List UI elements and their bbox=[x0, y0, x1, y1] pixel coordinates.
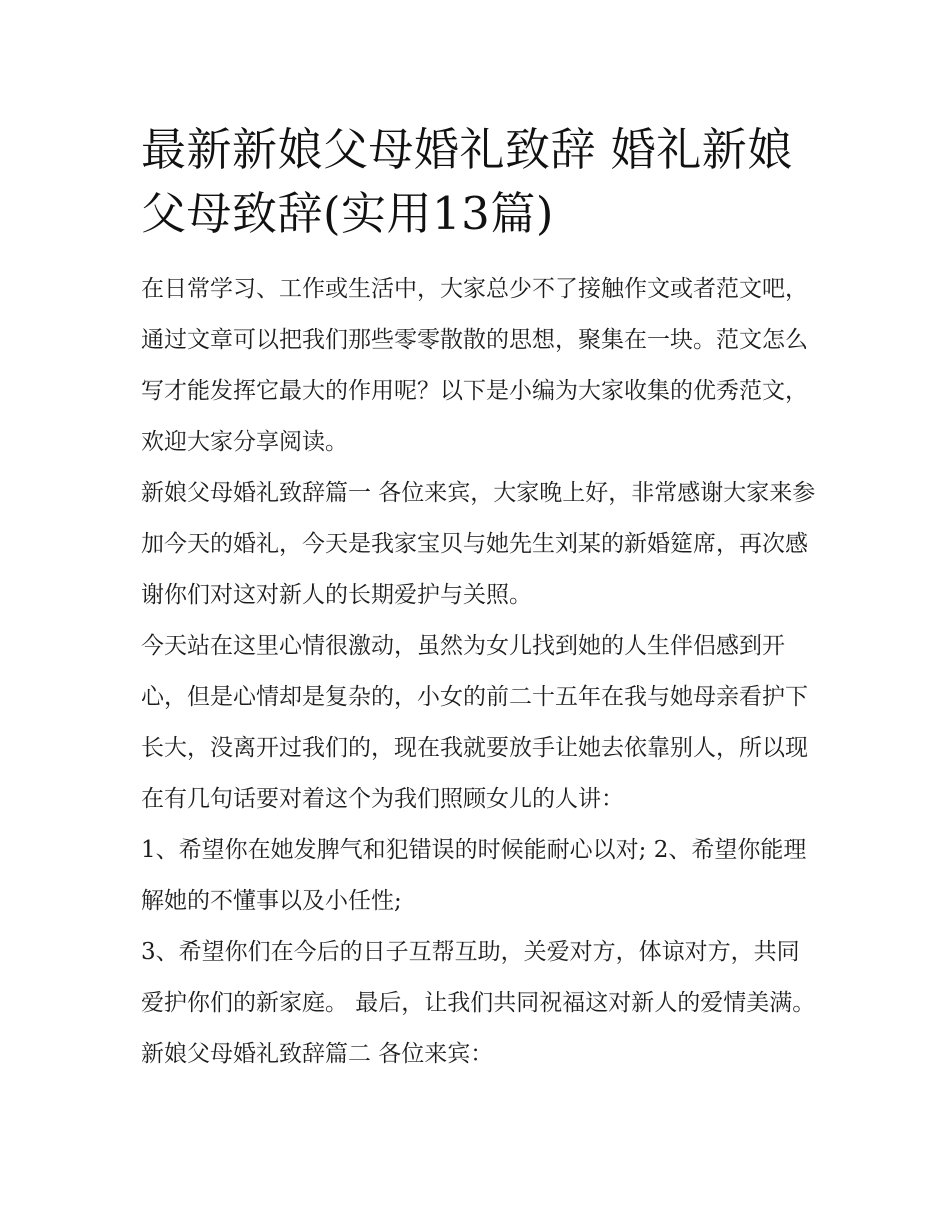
paragraph-speech-one-opening: 新娘父母婚礼致辞篇一 各位来宾，大家晚上好，非常感谢大家来参加今天的婚礼，今天是我家宝贝与她先生刘某的新婚筵席，再次感谢你们对这对新人的长期爱护与关照。 bbox=[141, 480, 816, 608]
paragraph-wishes-three-closing: 3、希望你们在今后的日子互帮互助，关爱对方，体谅对方，共同爱护你们的新家庭。 最后，让我们共同祝福这对新人的爱情美满。 新娘父母婚礼致辞篇二 各位来宾： bbox=[141, 939, 816, 1067]
paragraph-intro: 在日常学习、工作或生活中，大家总少不了接触作文或者范文吧，通过文章可以把我们那些零零散散的思想，聚集在一块。范文怎么写才能发挥它最大的作用呢？以下是小编为大家收集的优秀范文，欢迎大家分享阅读。 bbox=[141, 276, 808, 455]
document-body bbox=[141, 118, 816, 1080]
document-title: 最新新娘父母婚礼致辞 婚礼新娘父母致辞(实用13篇) bbox=[141, 123, 793, 240]
paragraph-speech-one-feelings: 今天站在这里心情很激动，虽然为女儿找到她的人生伴侣感到开心，但是心情却是复杂的，小女的前二十五年在我与她母亲看护下长大，没离开过我们的，现在我就要放手让她去依靠别人，所以现在有几句话要对着这个为我们照顾女儿的人讲： bbox=[141, 633, 808, 812]
paragraph-wishes-one-two: 1、希望你在她发脾气和犯错误的时候能耐心以对; 2、希望你能理解她的不懂事以及小任性; bbox=[141, 837, 807, 914]
